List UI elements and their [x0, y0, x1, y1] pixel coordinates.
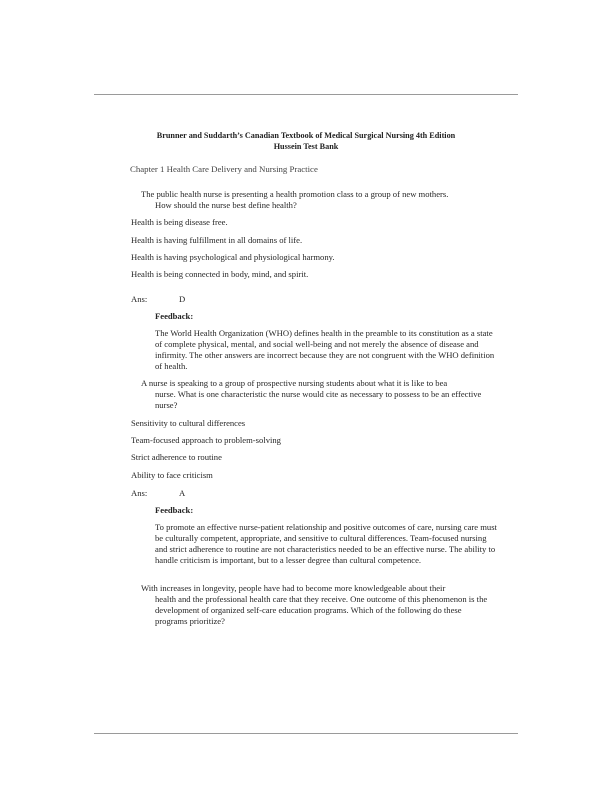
question-1-option-a: Health is being disease free.	[131, 217, 228, 227]
question-2-feedback-label: Feedback:	[155, 505, 194, 515]
question-2-feedback: To promote an effective nurse-patient relationship and positive outcomes of care, nursing care must be culturally competent, appropriate, and sensitive to cultural differences. Team-focused nursing and strict adherence to routine are not characteristics needed to be an effective nurse. The ability to handle criticism is important, but to a lesser degree than cultural competence.	[155, 522, 497, 565]
question-2-answer-label: Ans:	[131, 488, 148, 498]
question-2-stem-line1: A nurse is speaking to a group of prospective nursing students about what it is like to bea	[141, 378, 448, 388]
footer-rule	[94, 733, 518, 734]
question-2-option-a: Sensitivity to cultural differences	[131, 418, 246, 428]
question-1-stem-line1: The public health nurse is presenting a health promotion class to a group of new mothers.	[141, 189, 449, 199]
question-2-option-c: Strict adherence to routine	[131, 452, 222, 462]
chapter-heading: Chapter 1 Health Care Delivery and Nursing Practice	[130, 164, 318, 174]
title-line-2: Hussein Test Bank	[273, 142, 339, 151]
question-3-stem	[141, 583, 491, 627]
question-1-feedback-label: Feedback:	[155, 311, 194, 321]
question-1-feedback: The World Health Organization (WHO) defines health in the preamble to its constitution as a state of complete physical, mental, and social well-being and not merely the absence of disease and infirmity. The other answers are incorrect because they are not congruent with the WHO definition of health.	[155, 328, 495, 371]
question-1-stem-rest: How should the nurse best define health?	[155, 200, 297, 210]
document-title	[94, 130, 518, 152]
question-1-option-d: Health is being connected in body, mind, and spirit.	[131, 269, 309, 279]
question-1-option-b: Health is having fulfillment in all domains of life.	[131, 235, 303, 245]
question-2-option-b: Team-focused approach to problem-solving	[131, 435, 281, 445]
question-2-stem-rest: nurse. What is one characteristic the nurse would cite as necessary to possess to be an effective nurse?	[155, 389, 482, 410]
title-line-1: Brunner and Suddarth’s Canadian Textbook of Medical Surgical Nursing 4th Edition	[156, 131, 456, 140]
question-1-answer-label: Ans:	[131, 294, 148, 304]
question-2-stem	[141, 378, 491, 411]
question-3-stem-line1: With increases in longevity, people have had to become more knowledgeable about their	[141, 583, 446, 593]
question-1-answer: D	[179, 294, 186, 304]
question-2-option-d: Ability to face criticism	[131, 470, 213, 480]
question-2-answer: A	[179, 488, 186, 498]
header-rule	[94, 94, 518, 95]
question-3-stem-rest: health and the professional health care that they receive. One outcome of this phenomenon is the development of organized self-care education programs. Which of the following do these programs prioritize?	[155, 594, 488, 626]
question-1-stem	[141, 189, 491, 211]
question-1-option-c: Health is having psychological and physiological harmony.	[131, 252, 335, 262]
